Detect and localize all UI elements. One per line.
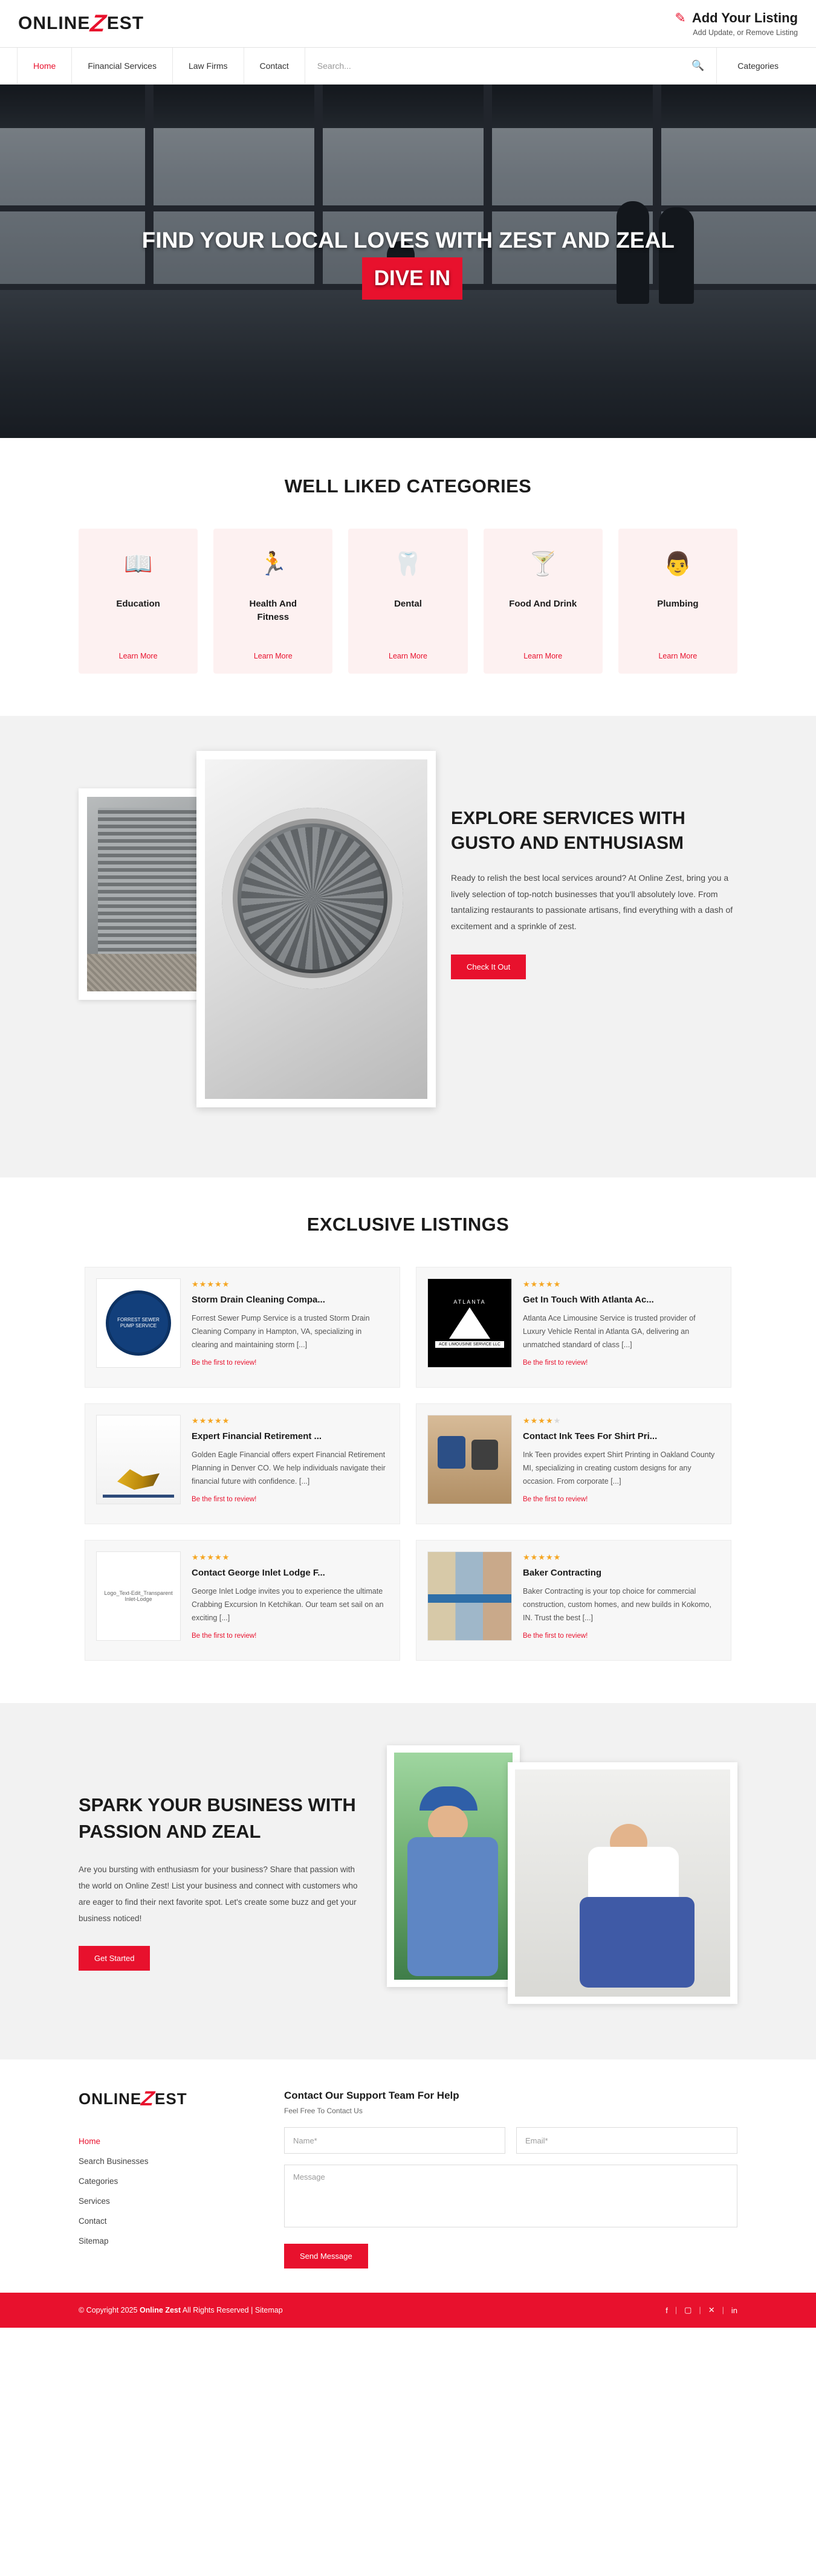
bottom-sitemap-link[interactable]: Sitemap [254, 2306, 283, 2314]
listing-title[interactable]: Expert Financial Retirement ... [192, 1431, 322, 1441]
hero-title [112, 223, 704, 300]
footer-logo[interactable] [79, 2087, 260, 2111]
categories-section-title: WELL LIKED CATEGORIES [284, 475, 532, 497]
nav-item-financial-services-label: Financial Services [88, 61, 157, 71]
listing-card[interactable] [85, 1403, 400, 1524]
top-header [0, 0, 816, 47]
listing-title[interactable]: Baker Contracting [523, 1568, 602, 1578]
nav-item-law-firms-label: Law Firms [188, 61, 228, 71]
listing-review-link[interactable]: Be the first to review! [192, 1632, 257, 1640]
listing-card[interactable] [416, 1540, 731, 1661]
add-listing-title[interactable]: Add Your Listing [691, 10, 798, 25]
form-subtitle: Feel Free To Contact Us [284, 2107, 363, 2115]
footer-link-services[interactable]: Services [79, 2197, 110, 2206]
x-twitter-icon[interactable]: ✕ [708, 2305, 715, 2314]
site-logo[interactable] [18, 10, 144, 37]
listing-thumbnail: FORREST SEWER PUMP SERVICE [96, 1278, 181, 1368]
support-contact-form [284, 2087, 737, 2268]
add-listing-block[interactable] [675, 10, 798, 37]
explore-image-collage [79, 751, 435, 1138]
footer-logo-part2: EST [155, 2090, 187, 2108]
spark-body: Are you bursting with enthusiasm for your business? Share that passion with the world on Online Zest! List your business and connect with customers who are eager to find their next favorite spot. Let's create some buzz and get your business noticed! [79, 1864, 358, 1923]
search-bar[interactable] [305, 48, 717, 84]
get-started-button[interactable]: Get Started [79, 1946, 150, 1971]
listing-description: Forrest Sewer Pump Service is a trusted Storm Drain Cleaning Company in Hampton, VA, specializing in clearing and maintaining storm [...] [192, 1314, 370, 1349]
nav-item-home-label: Home [33, 61, 56, 71]
category-name: Plumbing [657, 599, 699, 609]
category-card-dental[interactable] [348, 529, 467, 674]
listing-review-link[interactable]: Be the first to review! [192, 1359, 257, 1367]
logo-text-part2: EST [106, 13, 144, 33]
rating-stars: ★★★★★ [523, 1416, 562, 1425]
rating-stars: ★★★★★ [192, 1553, 230, 1562]
send-message-button[interactable]: Send Message [284, 2244, 368, 2268]
categories-row [0, 529, 816, 674]
search-input[interactable] [317, 61, 691, 71]
rating-stars: ★★★★★ [192, 1416, 230, 1425]
category-card-education[interactable] [79, 529, 198, 674]
spark-business-section [0, 1703, 816, 2059]
hero-cta-button[interactable]: DIVE IN [362, 257, 462, 300]
pencil-square-icon: ✎ [675, 10, 686, 25]
nav-item-home[interactable] [17, 48, 72, 84]
main-navigation [0, 47, 816, 85]
nav-categories-button[interactable] [717, 48, 799, 84]
spark-image-collage [387, 1745, 737, 2011]
explore-services-section [0, 716, 816, 1177]
facebook-icon[interactable]: f [665, 2305, 668, 2315]
footer-logo-part1: ONLINE [79, 2090, 142, 2108]
copyright-post: All Rights Reserved [182, 2306, 249, 2314]
social-links: f | ▢ | ✕ | in [665, 2305, 737, 2315]
footer-link-contact[interactable]: Contact [79, 2217, 107, 2226]
copyright-pre: © Copyright 2025 [79, 2306, 138, 2314]
nav-item-contact-label: Contact [259, 61, 289, 71]
add-listing-subtitle: Add Update, or Remove Listing [693, 28, 798, 37]
footer [0, 2059, 816, 2293]
plumber-photo [387, 1745, 520, 1987]
plumber-icon: 👨 [663, 552, 693, 577]
listing-thumbnail [427, 1415, 512, 1504]
category-card-health-and-fitness[interactable] [213, 529, 332, 674]
category-name: Health And Fitness [249, 599, 297, 622]
listing-review-link[interactable]: Be the first to review! [192, 1495, 257, 1503]
listing-title[interactable]: Get In Touch With Atlanta Ac... [523, 1295, 654, 1305]
washing-machine-photo [196, 751, 436, 1107]
nav-item-law-firms[interactable] [173, 48, 244, 84]
listing-description: Ink Teen provides expert Shirt Printing in Oakland County MI, specializing in creating custom designs for any occasion. From corporate [...] [523, 1451, 715, 1486]
category-name: Food And Drink [509, 599, 577, 609]
explore-title: EXPLORE SERVICES WITH GUSTO AND ENTHUSIASM [451, 808, 685, 853]
listing-review-link[interactable]: Be the first to review! [523, 1632, 588, 1640]
listing-description: George Inlet Lodge invites you to experience the ultimate Crabbing Excursion In Ketchikan. Our team set sail on an exciting [...] [192, 1587, 384, 1622]
hero-title-text: FIND YOUR LOCAL LOVES WITH ZEST AND ZEAL [141, 227, 675, 253]
copyright-brand: Online Zest [139, 2306, 181, 2314]
listing-title[interactable]: Contact Ink Tees For Shirt Pri... [523, 1431, 658, 1441]
listing-card[interactable] [416, 1267, 731, 1388]
exclusive-listings-section [0, 1177, 816, 1703]
listing-card[interactable] [85, 1540, 400, 1661]
listing-thumbnail: ATLANTA ACE LIMOUSINE SERVICE LLC [427, 1278, 512, 1368]
spark-title: SPARK YOUR BUSINESS WITH PASSION AND ZEAL [79, 1794, 356, 1842]
rating-stars: ★★★★★ [523, 1553, 562, 1562]
category-name: Dental [394, 599, 422, 609]
form-title: Contact Our Support Team For Help [284, 2090, 459, 2101]
listings-grid [0, 1267, 816, 1661]
message-field[interactable] [284, 2165, 737, 2227]
category-learn-more[interactable]: Learn More [389, 652, 427, 660]
footer-links [79, 2131, 260, 2251]
listing-title[interactable]: Contact George Inlet Lodge F... [192, 1568, 325, 1578]
nav-categories-label: Categories [737, 61, 779, 71]
rating-stars: ★★★★★ [192, 1280, 230, 1289]
copyright-text: © Copyright 2025 Online Zest All Rights Reserved | Sitemap [79, 2306, 283, 2314]
bottom-bar [0, 2293, 816, 2328]
explore-body: Ready to relish the best local services around? At Online Zest, bring you a lively selection of top-notch businesses that you'll absolutely love. From tantalizing restaurants to passionate artisans, find everything with a dash of excitement and a sprinkle of zest. [451, 873, 733, 931]
rating-stars: ★★★★★ [523, 1280, 562, 1289]
nav-item-financial-services[interactable] [72, 48, 173, 84]
listing-review-link[interactable]: Be the first to review! [523, 1359, 588, 1367]
category-learn-more[interactable]: Learn More [253, 652, 293, 660]
linkedin-icon[interactable]: in [731, 2305, 737, 2315]
category-card-food-and-drink[interactable] [484, 529, 603, 674]
listing-title[interactable]: Storm Drain Cleaning Compa... [192, 1295, 325, 1305]
listing-review-link[interactable]: Be the first to review! [523, 1495, 588, 1503]
listings-section-title: EXCLUSIVE LISTINGS [306, 1214, 510, 1235]
listing-description: Baker Contracting is your top choice for commercial construction, custom homes, and new builds in Kokomo, IN. Trust the best [...] [523, 1587, 711, 1622]
running-person-icon: 🏃 [259, 552, 288, 577]
listing-thumbnail [427, 1551, 512, 1641]
footer-link-home[interactable]: Home [79, 2137, 101, 2146]
hero-banner [0, 85, 816, 438]
tooth-icon: 🦷 [393, 552, 423, 577]
footer-link-search-businesses[interactable]: Search Businesses [79, 2157, 149, 2166]
logo-text-part1: ONLINE [18, 13, 91, 33]
search-icon[interactable]: 🔍 [691, 60, 705, 71]
listing-description: Golden Eagle Financial offers expert Financial Retirement Planning in Denver CO. We help individuals navigate their financial future with confidence. [...] [192, 1451, 386, 1486]
listing-thumbnail [96, 1415, 181, 1504]
listing-description: Atlanta Ace Limousine Service is trusted provider of Luxury Vehicle Rental in Atlanta GA, delivering an unmatched standard of class [...] [523, 1314, 696, 1349]
category-learn-more[interactable]: Learn More [658, 652, 698, 660]
instagram-icon[interactable]: ▢ [684, 2305, 692, 2314]
footer-link-categories[interactable]: Categories [79, 2177, 118, 2186]
listing-card[interactable] [416, 1403, 731, 1524]
worker-photo [508, 1762, 737, 2004]
cocktail-glass-icon: 🍸 [528, 552, 557, 577]
name-field[interactable] [284, 2127, 505, 2154]
logo-z-mark: Z [89, 10, 108, 37]
footer-link-sitemap[interactable]: Sitemap [79, 2236, 109, 2246]
category-card-plumbing[interactable] [618, 529, 737, 674]
listing-thumbnail-alt-text: Logo_Text-Edit_Transparent Inlet-Lodge [104, 1590, 173, 1602]
footer-logo-z-mark: Z [140, 2087, 157, 2110]
listing-card[interactable] [85, 1267, 400, 1388]
category-learn-more[interactable]: Learn More [523, 652, 563, 660]
nav-item-contact[interactable] [244, 48, 305, 84]
check-it-out-button[interactable]: Check It Out [451, 955, 526, 979]
categories-section [0, 438, 816, 716]
book-education-icon: 📖 [123, 552, 153, 577]
email-field[interactable] [516, 2127, 737, 2154]
category-learn-more[interactable]: Learn More [118, 652, 158, 660]
listing-thumbnail [96, 1551, 181, 1641]
category-name: Education [116, 599, 160, 609]
